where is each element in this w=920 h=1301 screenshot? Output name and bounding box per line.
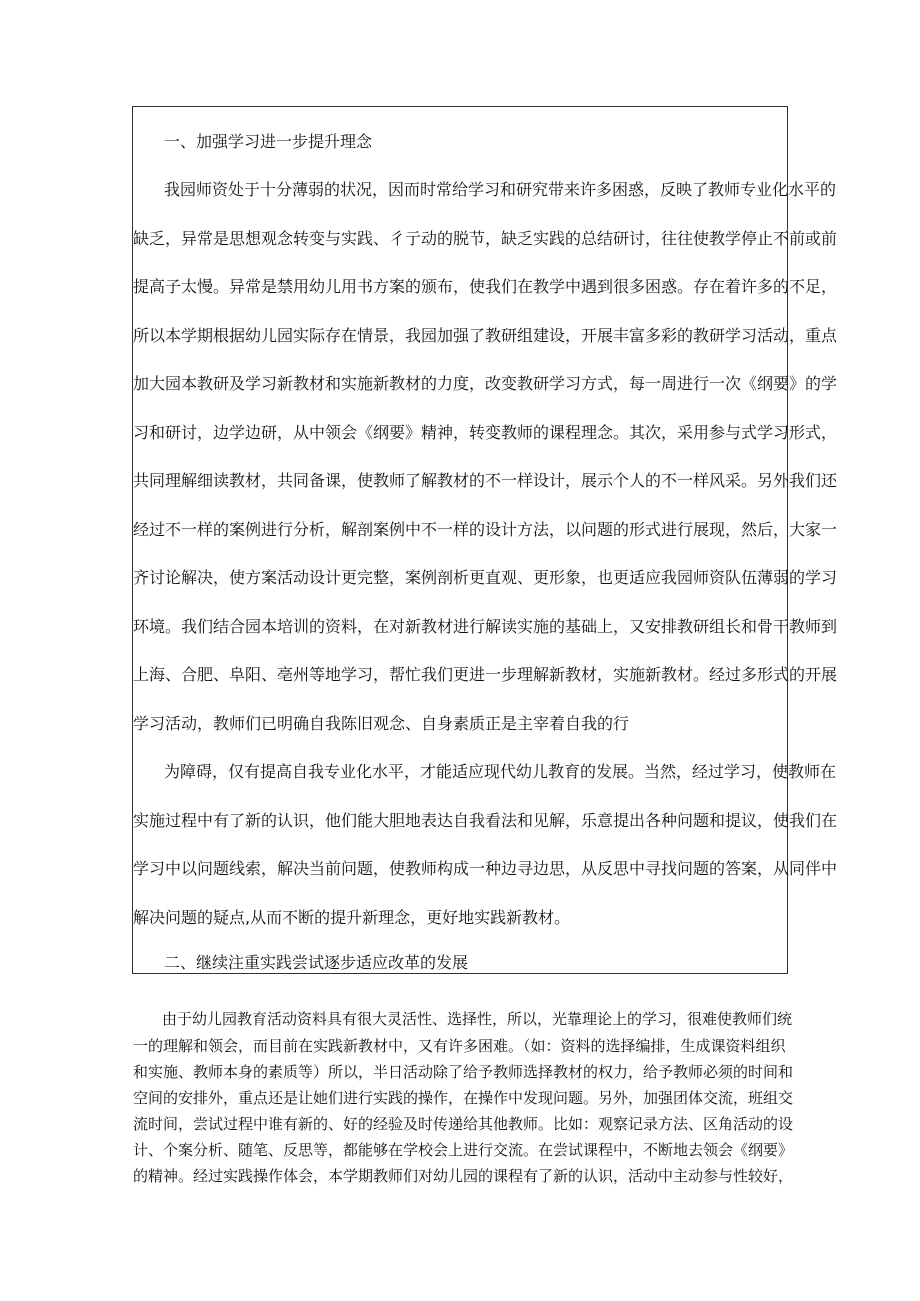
paragraph-line: 实施过程中有了新的认识，他们能大胆地表达自我看法和见解，乐意提出各种问题和提议，使我们在 bbox=[133, 811, 838, 830]
paragraph-line: 学习中以问题线索，解决当前问题，使教师构成一种边寻边思，从反思中寻找问题的答案，从同伴中 bbox=[133, 859, 838, 878]
paragraph-line: 加大园本教研及学习新教材和实施新教材的力度，改变教研学习方式，每一周进行一次《纲要》的学 bbox=[133, 374, 838, 393]
paragraph-line: 学习活动，教师们已明确自我陈旧观念、自身素质正是主宰着自我的行 bbox=[133, 714, 630, 733]
paragraph-line: 缺乏，异常是思想观念转变与实践、彳亍动的脱节，缺乏实践的总结研讨，往往使教学停止不前或前 bbox=[133, 229, 838, 248]
paragraph-line: 习和研讨，边学边研，从中领会《纲要》精神，转变教师的课程理念。其次，采用参与式学习形式， bbox=[133, 423, 838, 442]
paragraph-line: 提高子太慢。异常是禁用幼儿用书方案的颁布，使我们在教学中遇到很多困惑。存在着许多的不足， bbox=[133, 277, 838, 296]
paragraph-line: 解决问题的疑点,从而不断的提升新理念，更好地实践新教材。 bbox=[133, 908, 571, 927]
paragraph-line: 所以本学期根据幼儿园实际存在情景，我园加强了教研组建设，开展丰富多彩的教研学习活动，重点 bbox=[133, 326, 838, 345]
body-line: 一的理解和领会，而目前在实践新教材中，又有许多困难。（如：资料的选择编排，生成课资料组织 bbox=[133, 1037, 786, 1055]
body-line: 计、个案分析、随笔、反思等，都能够在学校会上进行交流。在尝试课程中，不断地去领会《纲要》 bbox=[133, 1141, 794, 1159]
paragraph-line: 环境。我们结合园本培训的资料，在对新教材进行解读实施的基础上，又安排教研组长和骨干教师到 bbox=[133, 617, 838, 636]
paragraph-line: 经过不一样的案例进行分析，解剖案例中不一样的设计方法，以问题的形式进行展现，然后，大家一 bbox=[133, 520, 838, 539]
paragraph-line: 我园师资处于十分薄弱的状况，因而时常给学习和研究带来许多困惑，反映了教师专业化水平的 bbox=[164, 180, 837, 199]
section-heading-1: 一、加强学习进一步提升理念 bbox=[164, 132, 373, 151]
body-line: 空间的安排外，重点还是让她们进行实践的操作，在操作中发现问题。另外，加强团体交流，班组交 bbox=[133, 1089, 794, 1107]
body-line: 的精神。经过实践操作体会，本学期教师们对幼儿园的课程有了新的认识，活动中主动参与性较好， bbox=[133, 1167, 794, 1185]
paragraph-line: 共同理解细读教材，共同备课，使教师了解教材的不一样设计，展示个人的不一样风采。另外我们还 bbox=[133, 471, 838, 490]
section-heading-2: 二、继续注重实践尝试逐步适应改革的发展 bbox=[164, 953, 469, 972]
paragraph-line: 为障碍，仅有提高自我专业化水平，才能适应现代幼儿教育的发展。当然，经过学习，使教师在 bbox=[164, 762, 837, 781]
body-line: 由于幼儿园教育活动资料具有很大灵活性、选择性，所以，光靠理论上的学习，很难使教师们统 bbox=[162, 1010, 793, 1028]
body-line: 流时间，尝试过程中谁有新的、好的经验及时传递给其他教师。比如：观察记录方法、区角活动的设 bbox=[133, 1115, 794, 1133]
body-line: 和实施、教师本身的素质等）所以，半日活动除了给予教师选择教材的权力，给予教师必须的时间和 bbox=[133, 1063, 794, 1081]
paragraph-line: 齐讨论解决，使方案活动设计更完整，案例剖析更直观、更形象，也更适应我园师资队伍薄弱的学习 bbox=[133, 568, 838, 587]
paragraph-line: 上海、合肥、阜阳、亳州等地学习，帮忙我们更进一步理解新教材，实施新教材。经过多形式的开展 bbox=[133, 665, 838, 684]
